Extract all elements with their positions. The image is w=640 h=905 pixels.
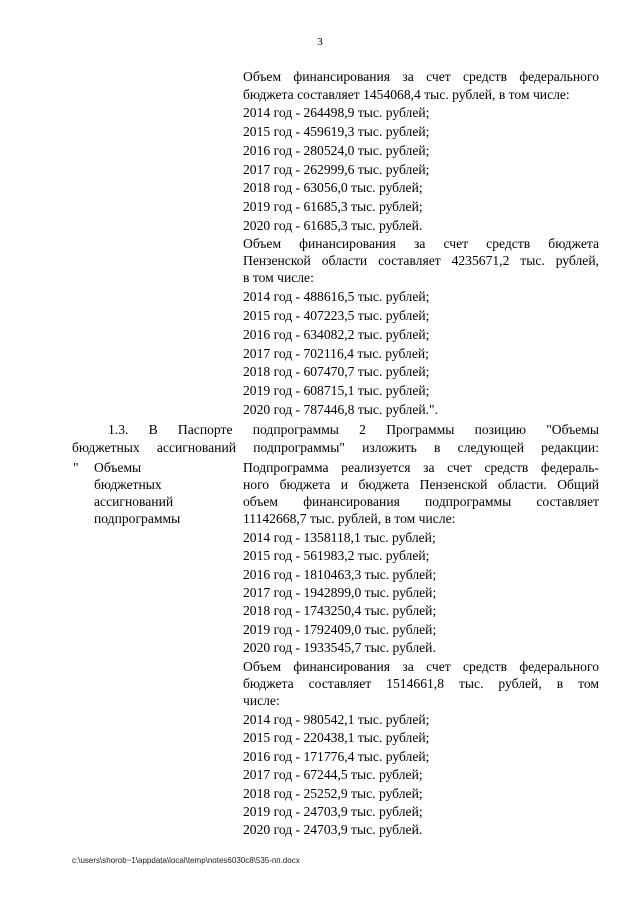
list-item: 2015 год - 220438,1 тыс. рублей;	[243, 730, 430, 745]
list-item: 2017 год - 1942899,0 тыс. рублей;	[243, 585, 437, 600]
list-item: 2017 год - 67244,5 тыс. рублей;	[243, 767, 423, 782]
list-item: 2014 год - 1358118,1 тыс. рублей;	[243, 530, 436, 545]
list-item: 2016 год - 280524,0 тыс. рублей;	[243, 143, 430, 158]
list-item: 2014 год - 488616,5 тыс. рублей;	[243, 289, 430, 304]
page-number: 3	[317, 36, 323, 48]
list-item: 2018 год - 607470,7 тыс. рублей;	[243, 364, 430, 379]
label-line: Объемы	[94, 460, 142, 475]
text-line: объем финансирования подпрограммы составляет	[243, 494, 599, 509]
list-item: 2019 год - 24703,9 тыс. рублей;	[243, 804, 423, 819]
list-item: 2014 год - 980542,1 тыс. рублей;	[243, 712, 430, 727]
footer-file-path: c:\users\shorob~1\appdata\local\temp\notes6030c8\535-пп.docx	[72, 856, 300, 865]
text-line: 11142668,7 тыс. рублей, в том числе:	[243, 511, 456, 526]
list-item: 2020 год - 1933545,7 тыс. рублей.	[243, 640, 436, 655]
text-line: бюджета составляет 1454068,4 тыс. рублей, в том числе:	[243, 87, 570, 102]
list-item: 2017 год - 702116,4 тыс. рублей;	[243, 346, 429, 361]
list-item: 2015 год - 407223,5 тыс. рублей;	[243, 308, 430, 323]
text-line: Пензенской области составляет 4235671,2 тыс. рублей,	[243, 253, 599, 268]
text-line: Объем финансирования за счет средств федерального	[243, 69, 599, 84]
text-line: Объем финансирования за счет средств федерального	[243, 659, 599, 674]
text-line: числе:	[243, 693, 280, 708]
list-item: 2018 год - 63056,0 тыс. рублей;	[243, 180, 423, 195]
list-item: 2015 год - 459619,3 тыс. рублей;	[243, 124, 430, 139]
text-line: в том числе:	[243, 270, 314, 285]
text-line: бюджетных ассигнований подпрограммы" изложить в следующей редакции:	[72, 440, 599, 455]
list-item: 2020 год - 61685,3 тыс. рублей.	[243, 218, 423, 233]
list-item: 2017 год - 262999,6 тыс. рублей;	[243, 162, 430, 177]
list-item: 2019 год - 608715,1 тыс. рублей;	[243, 383, 430, 398]
list-item: 2019 год - 61685,3 тыс. рублей;	[243, 199, 423, 214]
label-line: бюджетных	[94, 477, 162, 492]
list-item: 2014 год - 264498,9 тыс. рублей;	[243, 105, 430, 120]
list-item: 2016 год - 634082,2 тыс. рублей;	[243, 327, 430, 342]
list-item: 2020 год - 24703,9 тыс. рублей.	[243, 822, 423, 837]
text-line: ного бюджета и бюджета Пензенской области. Общий	[243, 477, 599, 492]
text-line: бюджета составляет 1514661,8 тыс. рублей, в том	[243, 676, 599, 691]
list-item: 2016 год - 1810463,3 тыс. рублей;	[243, 567, 437, 582]
list-item: 2020 год - 787446,8 тыс. рублей.".	[243, 402, 438, 417]
list-item: 2019 год - 1792409,0 тыс. рублей;	[243, 622, 437, 637]
label-line: ассигнований	[94, 494, 174, 509]
list-item: 2015 год - 561983,2 тыс. рублей;	[243, 548, 430, 563]
list-item: 2018 год - 1743250,4 тыс. рублей;	[243, 603, 437, 618]
text-line: Подпрограмма реализуется за счет средств федераль-	[243, 460, 599, 475]
list-item: 2018 год - 25252,9 тыс. рублей;	[243, 786, 423, 801]
text-line: Объем финансирования за счет средств бюджета	[243, 236, 599, 251]
text-line: 1.3. В Паспорте подпрограммы 2 Программы позицию "Объемы	[108, 422, 599, 437]
label-line: подпрограммы	[94, 511, 181, 526]
opening-quote: "	[73, 460, 79, 475]
list-item: 2016 год - 171776,4 тыс. рублей;	[243, 749, 430, 764]
